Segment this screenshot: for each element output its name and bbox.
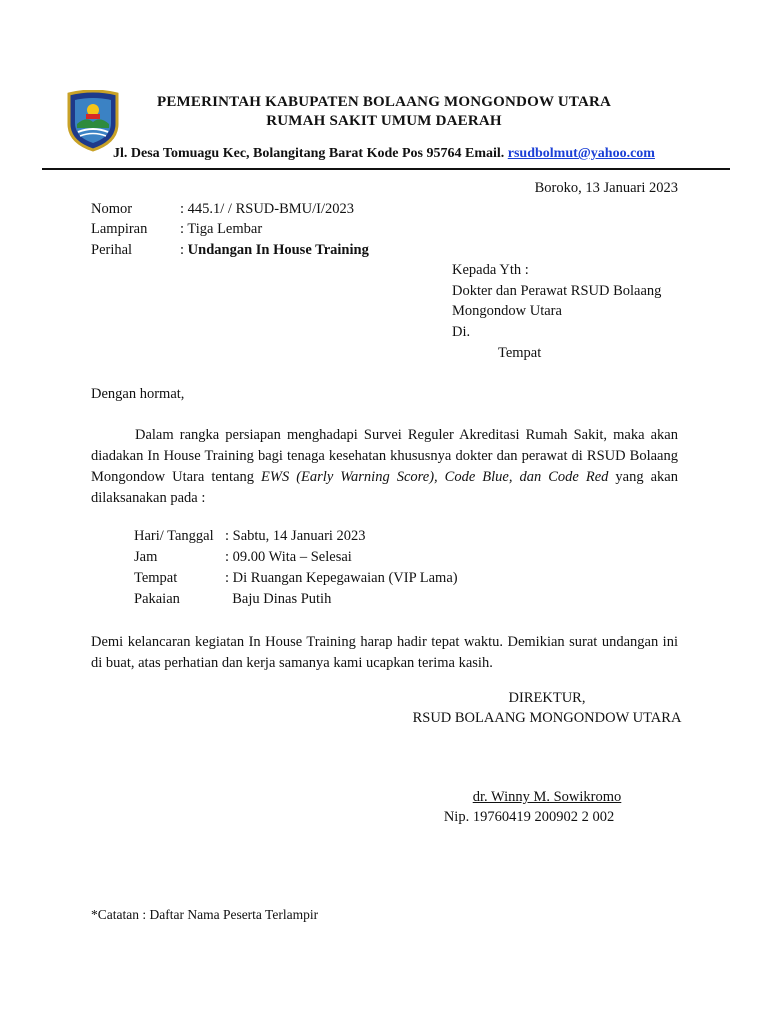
letterhead-address: Jl. Desa Tomuagu Kec, Bolangitang Barat Kode Pos 95764 Email. — [113, 146, 505, 161]
signatory-nip: Nip. 19760419 200902 2 002 — [443, 809, 615, 825]
perihal-value: Undangan In House Training — [187, 242, 369, 258]
email-link[interactable]: rsudbolmut@yahoo.com — [507, 146, 655, 161]
letterhead-address-line — [0, 146, 768, 162]
perihal-colon: : — [180, 242, 188, 258]
perihal-label: Perihal — [91, 242, 133, 258]
letterhead-government: PEMERINTAH KABUPATEN BOLAANG MONGONDOW UTARA — [156, 94, 612, 110]
nomor-label: Nomor — [91, 201, 133, 217]
tempat-label: Tempat — [134, 570, 178, 586]
attachment-note: *Catatan : Daftar Nama Peserta Terlampir — [91, 907, 319, 922]
tempat-value: : Di Ruangan Kepegawaian (VIP Lama) — [225, 570, 458, 586]
signature-name-line — [402, 789, 692, 806]
signature-title: DIREKTUR, — [508, 690, 586, 706]
perihal-line — [180, 242, 369, 259]
recipient-name: Dokter dan Perawat RSUD Bolaang — [452, 283, 662, 299]
letterhead-hospital: RUMAH SAKIT UMUM DAERAH — [266, 113, 502, 129]
body-text-start: Dalam rangka persiapan menghadapi Survei Reguler Akreditasi Rumah Sakit, maka akan diadakan In House Training bagi tenaga kesehatan khususnya dokter dan perawat di RSUD Bolaang Mongondow Utara tentang — [91, 427, 678, 485]
lampiran-label: Lampiran — [91, 221, 148, 237]
signatory-name: dr. Winny M. Sowikromo — [472, 789, 622, 805]
signature-institution: RSUD BOLAANG MONGONDOW UTARA — [412, 710, 682, 726]
lampiran-value: : Tiga Lembar — [180, 221, 263, 237]
hari-label: Hari/ Tanggal — [134, 528, 214, 544]
closing-paragraph: Demi kelancaran kegiatan In House Training harap hadir tepat waktu. Demikian surat undangan ini di buat, atas perhatian dan kerja samanya kami ucapkan terima kasih. — [91, 634, 678, 671]
hari-value: : Sabtu, 14 Januari 2023 — [225, 528, 366, 544]
recipient-di: Di. — [452, 324, 471, 340]
salutation: Dengan hormat, — [91, 386, 185, 402]
pakaian-label: Pakaian — [134, 591, 180, 607]
letter-date: Boroko, 13 Januari 2023 — [534, 180, 678, 196]
letterhead-divider — [42, 168, 730, 170]
body-text-end: yang akan dilaksanakan pada : — [91, 469, 678, 506]
pakaian-value: Baju Dinas Putih — [225, 591, 332, 607]
jam-value: : 09.00 Wita – Selesai — [225, 549, 352, 565]
recipient-name-cont: Mongondow Utara — [452, 303, 562, 319]
body-paragraph — [91, 425, 678, 509]
jam-label: Jam — [134, 549, 158, 565]
training-topics: EWS (Early Warning Score), Code Blue, dan Code Red — [261, 469, 609, 485]
recipient-place: Tempat — [498, 345, 542, 361]
recipient-greeting: Kepada Yth : — [452, 262, 529, 278]
nomor-value: : 445.1/ / RSUD-BMU/I/2023 — [180, 201, 355, 217]
